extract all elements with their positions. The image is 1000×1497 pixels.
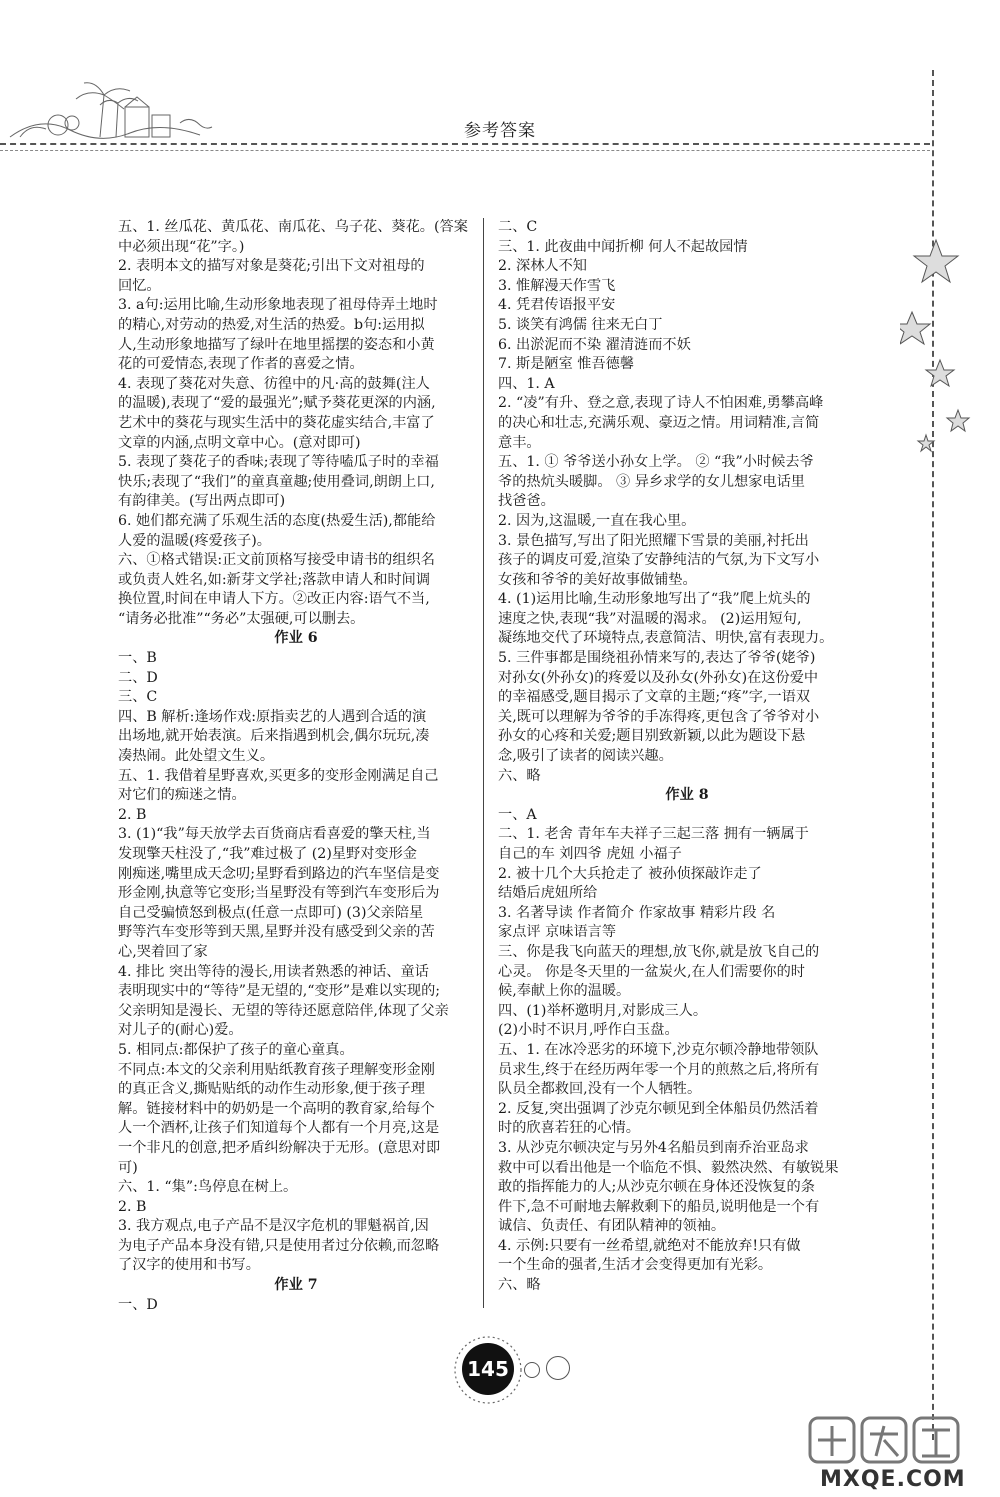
answer-line: 二、D (118, 669, 158, 686)
answer-line: 4. 排比 突出等待的漫长,用读者熟悉的神话、童话 (118, 963, 429, 980)
answer-line: 的精心,对劳动的热爱,对生活的热爱。b句:运用拟 (118, 316, 425, 333)
answer-line: 一、B (118, 650, 157, 667)
answer-line: 人一个酒杯,让孩子们知道每个人都有一个月亮,这是 (118, 1120, 440, 1137)
answer-line: 二、C (498, 219, 538, 235)
answer-line: 了汉字的使用和书写。 (118, 1257, 260, 1274)
answer-line: 花的可爱情态,表现了作者的喜爱之情。 (118, 356, 364, 373)
answer-line: 候,奉献上你的温暖。 (498, 983, 631, 1000)
answer-line: 可) (118, 1159, 138, 1176)
answer-line: 回忆。 (118, 277, 161, 294)
answer-line: 2. B (118, 1198, 147, 1215)
right-answer-column (498, 218, 876, 1296)
answer-line: 救中可以看出他是一个临危不惧、毅然决然、有敏锐果 (498, 1159, 839, 1176)
answer-line: 对儿子的(耐心)爱。 (118, 1022, 243, 1039)
answer-line: 刚痴迷,嘴里成天念叨;星野看到路边的汽车坚信是变 (118, 865, 440, 882)
answer-line: 5. 三件事都是围绕祖孙情来写的,表达了爷爷(姥爷) (498, 650, 816, 667)
answer-line: 有韵律美。(写出两点即可) (118, 493, 286, 510)
answer-line: 五、1. 丝瓜花、黄瓜花、南瓜花、乌子花、葵花。(答案 (118, 219, 468, 235)
answer-line: 一个生命的强者,生活才会变得更加有光彩。 (498, 1257, 773, 1274)
left-answer-column (118, 218, 474, 1315)
answer-line: 7. 斯是陋室 惟吾德馨 (498, 356, 635, 373)
answer-line: 5. 相同点:都保护了孩子的童心童真。 (118, 1041, 354, 1058)
section-heading: 作业 8 (665, 787, 709, 804)
answer-line: 中必须出现“花”字。) (118, 238, 245, 255)
answer-line: 爷的热炕头暖脚。 ③ 异乡求学的女儿想家电话里 (498, 473, 805, 490)
answer-line: 的决心和壮志,充满乐观、豪迈之情。用词精准,言简 (498, 414, 820, 431)
answer-line: 孩子的调皮可爱,渲染了安静纯洁的气氛,为下文写小 (498, 552, 820, 569)
answer-line: 时的欣喜若狂的心情。 (498, 1120, 640, 1137)
answer-line: 2. 因为,这温暖,一直在我心里。 (498, 512, 696, 529)
answer-line: 孙女的心疼和关爱;题目别致新颖,以此为题设下悬 (498, 728, 806, 745)
answer-line: 员求生,终于在经历两年零一个月的煎熬之后,将所有 (498, 1061, 820, 1078)
answer-line: 3. 惟解漫天作雪飞 (498, 277, 616, 294)
answer-line: 六、略 (498, 767, 541, 784)
star-decoration-icon (900, 230, 990, 460)
answer-line: 4. (1)运用比喻,生动形象地写出了“我”爬上炕头的 (498, 591, 811, 608)
answer-line: 2. B (118, 806, 147, 823)
answer-line: 6. 出淤泥而不染 濯清涟而不妖 (498, 336, 691, 353)
page-number: 145 (462, 1343, 514, 1395)
answer-line: 关,既可以理解为爷爷的手冻得疼,更包含了爷爷对小 (498, 708, 820, 725)
answer-line: 四、1. A (498, 375, 555, 392)
answer-line: 一、D (118, 1296, 158, 1313)
answer-line: 速度之快,表现“我”对温暖的渴求。 (2)运用短句, (498, 610, 802, 627)
answer-line: 自己受骗愤怒到极点(任意一点即可) (3)父亲陪星 (118, 904, 424, 921)
column-divider (483, 218, 484, 1308)
header-divider-secondary (0, 150, 930, 151)
answer-line: 2. 反复,突出强调了沙克尔顿见到全体船员仍然活着 (498, 1100, 819, 1117)
answer-line: 表明现实中的“等待”是无望的,“变形”是难以实现的; (118, 983, 441, 1000)
section-heading: 作业 6 (274, 630, 318, 647)
answer-line: 不同点:本文的父亲利用贴纸教育孩子理解变形金刚 (118, 1061, 435, 1078)
answer-line: 3. a句:运用比喻,生动形象地表现了祖母侍弄土地时 (118, 297, 438, 314)
answer-line: 的幸福感受,题目揭示了文章的主题;“疼”字,一语双 (498, 689, 811, 706)
answer-line: 三、C (118, 689, 158, 706)
answer-line: 结婚后虎妞所给 (498, 885, 598, 902)
answer-line: 4. 表现了葵花对失意、彷徨中的凡·高的鼓舞(注人 (118, 375, 430, 392)
answer-line: 对孙女(外孙女)的疼爱以及孙女(外孙女)在这份爱中 (498, 669, 819, 686)
answer-line: 的温暖),表现了“爱的最强光”;赋予葵花更深的内涵, (118, 395, 436, 412)
answer-line: 五、1. ① 爷爷送小孙女上学。 ② “我”小时候去爷 (498, 454, 814, 471)
answer-line: 件下,急不可耐地去解救剩下的船员,说明他是一个有 (498, 1198, 820, 1215)
answer-line: 三、1. 此夜曲中闻折柳 何人不起故园情 (498, 238, 748, 255)
answer-line: 二、1. 老舍 青年车夫祥子三起三落 拥有一辆属于 (498, 826, 809, 843)
answer-line: 的真正含义,撕贴贴纸的动作生动形象,便于孩子理 (118, 1081, 425, 1098)
ornament-circle-icon (546, 1356, 570, 1380)
answer-line: 诚信、负责任、有团队精神的领袖。 (498, 1218, 726, 1235)
answer-line: 文章的内涵,点明文章中心。(意对即可) (118, 434, 361, 451)
answer-line: 六、①格式错误:正文前顶格写接受申请书的组织名 (118, 552, 435, 569)
answer-line: 发现擎天柱没了,“我”难过极了 (2)星野对变形金 (118, 846, 417, 862)
answer-line: 人爱的温暖(疼爱孩子)。 (118, 532, 271, 549)
answer-line: 3. 名著导读 作者简介 作家故事 精彩片段 名 (498, 904, 776, 921)
header-divider (0, 143, 930, 145)
section-heading: 作业 7 (274, 1277, 318, 1294)
answer-line: (2)小时不识月,呼作白玉盘。 (498, 1022, 679, 1039)
answer-line: 三、你是我飞向蓝天的理想,放飞你,就是放飞自己的 (498, 943, 820, 960)
answer-line: 女孩和爷爷的美好故事做铺垫。 (498, 571, 697, 588)
answer-line: 敢的指挥能力的人;从沙克尔顿在身体还没恢复的条 (498, 1179, 815, 1196)
answer-line: 队员全都救回,没有一个人牺牲。 (498, 1081, 702, 1098)
answer-line: 快乐;表现了“我们”的童真童趣;使用叠词,朗朗上口, (118, 473, 435, 490)
answer-line: 形金刚,执意等它变形;当星野没有等到汽车变形后为 (118, 885, 440, 902)
answer-line: 五、1. 我借着星野喜欢,买更多的变形金刚满足自己 (118, 767, 439, 784)
answer-line: 艺术中的葵花与现实生活中的葵花虚实结合,丰富了 (118, 414, 435, 431)
answer-line: 心灵。 你是冬天里的一盆炭火,在人们需要你的时 (498, 963, 805, 980)
answer-line: “请务必批准”“务必”太强硬,可以删去。 (118, 610, 365, 627)
answer-line: 2. 深林人不知 (498, 258, 587, 275)
answer-line: 3. (1)“我”每天放学去百货商店看喜爱的擎天柱,当 (118, 826, 431, 843)
answer-line: 六、略 (498, 1277, 541, 1294)
answer-line: 为电子产品本身没有错,只是使用者过分依赖,而忽略 (118, 1237, 440, 1254)
answer-line: 3. 我方观点,电子产品不是汉字危机的罪魁祸首,因 (118, 1218, 429, 1235)
answer-line: 凝练地交代了环境特点,表意简洁、明快,富有表现力。 (498, 630, 834, 647)
answer-line: 5. 谈笑有鸿儒 往来无白丁 (498, 316, 663, 333)
answer-line: 5. 表现了葵花子的香味;表现了等待嗑瓜子时的幸福 (118, 454, 439, 471)
answer-line: 3. 景色描写,写出了阳光照耀下雪景的美丽,衬托出 (498, 532, 809, 549)
answer-line: 意丰。 (498, 434, 541, 451)
answer-line: 2. “凌”有升、登之意,表现了诗人不怕困难,勇攀高峰 (498, 395, 824, 412)
answer-line: 3. 从沙克尔顿决定与另外4名船员到南乔治亚岛求 (498, 1139, 809, 1156)
answer-line: 出场地,就开始表演。后来指遇到机会,偶尔玩玩,凑 (118, 728, 430, 745)
answer-line: 4. 示例:只要有一丝希望,就绝对不能放弃!只有做 (498, 1237, 801, 1254)
answer-line: 家点评 京味语言等 (498, 924, 617, 941)
answer-line: 凑热闹。此处望文生义。 (118, 748, 275, 765)
answer-line: 心,哭着回了家 (118, 943, 208, 960)
answer-line: 或负责人姓名,如:新芽文学社;落款申请人和时间调 (118, 571, 431, 588)
ornament-circle-icon (524, 1362, 540, 1378)
answer-line: 2. 表明本文的描写对象是葵花;引出下文对祖母的 (118, 258, 425, 275)
watermark-text: MXQE.COM (820, 1467, 966, 1492)
answer-line: 一个非凡的创意,把矛盾纠纷解决于无形。(意思对即 (118, 1139, 441, 1156)
answer-line: 父亲明知是漫长、无望的等待还愿意陪伴,体现了父亲 (118, 1002, 449, 1019)
answer-line: 2. 被十几个大兵抢走了 被孙侦探敲诈走了 (498, 865, 762, 882)
answer-line: 四、(1)举杯邀明月,对影成三人。 (498, 1002, 708, 1019)
page-header-title: 参考答案 (464, 121, 536, 141)
answer-line: 解。链接材料中的奶奶是一个高明的教育家,给每个 (118, 1100, 435, 1117)
answer-line: 五、1. 在冰冷恶劣的环境下,沙克尔顿冷静地带领队 (498, 1041, 819, 1058)
answer-line: 4. 凭君传语报平安 (498, 297, 616, 314)
answer-line: 对它们的痴迷之情。 (118, 787, 246, 804)
answer-line: 人,生动形象地描写了绿叶在地里摇摆的姿态和小黄 (118, 336, 435, 353)
answer-line: 野等汽车变形等到天黑,星野并没有感受到父亲的苦 (118, 924, 435, 941)
answer-line: 四、B 解析:逢场作戏:原指卖艺的人遇到合适的演 (118, 708, 427, 725)
answer-line: 找爸爸。 (498, 493, 555, 510)
answer-line: 六、1. “集”:鸟停息在树上。 (118, 1179, 298, 1196)
answer-line: 念,吸引了读者的阅读兴趣。 (498, 748, 673, 765)
answer-line: 换位置,时间在申请人下方。②改正内容:语气不当, (118, 591, 430, 608)
answer-line: 自己的车 刘四爷 虎妞 小福子 (498, 846, 682, 862)
answer-line: 一、A (498, 806, 537, 823)
answer-line: 6. 她们都充满了乐观生活的态度(热爱生活),都能给 (118, 512, 436, 529)
